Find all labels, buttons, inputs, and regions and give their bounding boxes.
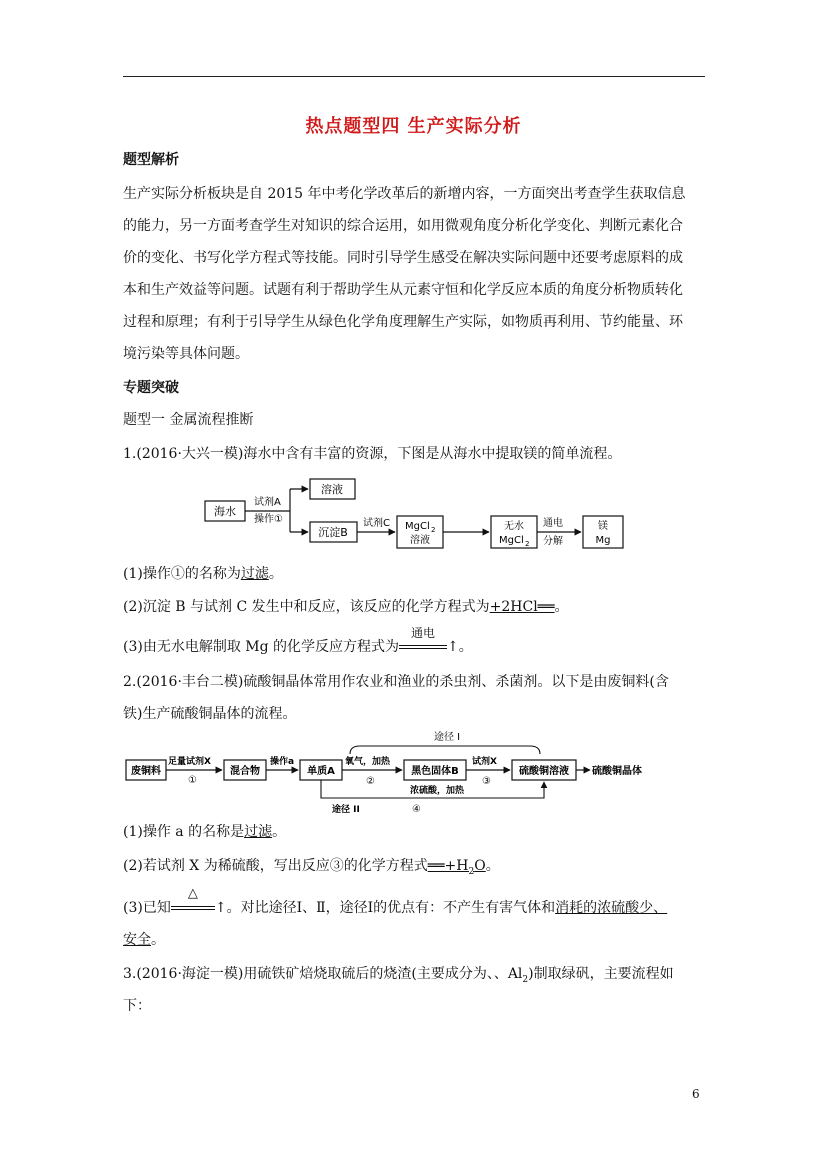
q2-box-element-a: 单质A xyxy=(307,766,335,777)
q2-part3-condition-arrow xyxy=(171,886,215,915)
intro-line-2: 的能力，另一方面考查学生对知识的综合运用，如用微观角度分析化学变化、判断元素化合 xyxy=(123,218,683,234)
q1-box-anhydrous-l2: MgCl xyxy=(499,535,524,546)
q3-stem-line-2: 下： xyxy=(123,998,151,1014)
q2-label-op-a: 操作a xyxy=(270,757,295,767)
q1-part3-condition: 通电 xyxy=(411,626,436,640)
q1-box-mg-l1: 镁 xyxy=(598,521,608,532)
q2-part1: (1)操作 a 的名称是过滤。 xyxy=(123,824,287,840)
q2-label-excess-x: 足量试剂X xyxy=(168,757,211,767)
q2-label-crystal: 硫酸铜晶体 xyxy=(592,766,642,777)
q1-label-elec-2: 分解 xyxy=(543,536,563,547)
q2-box-cuso4-solution: 硫酸铜溶液 xyxy=(519,766,569,777)
q2-part3-answer-2: 安全 xyxy=(123,932,151,948)
q1-part1: (1)操作①的名称为过滤。 xyxy=(123,566,283,582)
intro-line-3: 价的变化、书写化学方程式等技能。同时引导学生感受在解决实际问题中还要考虑原料的成 xyxy=(123,250,683,266)
intro-line-4: 本和生产效益等问题。试题有利于帮助学生从元素守恒和化学反应本质的角度分析物质转化 xyxy=(123,282,683,298)
q2-label-step4: ④ xyxy=(412,804,421,815)
q2-label-step3: ③ xyxy=(482,776,491,787)
q2-part2-answer: $══+H_2O$ xyxy=(427,858,486,877)
q2-part3-answer-1: 消耗的浓硫酸少、 xyxy=(555,900,668,916)
q1-box-mg-l2: Mg xyxy=(595,535,611,546)
q2-stem-line-2: 铁)生产硫酸铜晶体的流程。 xyxy=(123,706,297,722)
page-title: 热点题型四 生产实际分析 xyxy=(305,116,522,137)
q2-part3-line1: (3)已知 △ ↑。对比途径Ⅰ、Ⅱ，途径Ⅰ的优点有：不产生有害气体和消耗的浓硫酸少、 xyxy=(123,886,668,916)
q2-label-oxy-heat: 氧气，加热 xyxy=(345,757,391,767)
q1-label-op1: 操作① xyxy=(254,514,283,525)
q1-part3-condition-arrow xyxy=(399,626,447,654)
q2-box-black-b: 黑色固体B xyxy=(411,766,459,777)
q2-label-reagent-x: 试剂X xyxy=(472,757,497,767)
q1-flow-diagram xyxy=(195,474,635,560)
q1-box-seawater: 海水 xyxy=(214,505,236,518)
q1-box-solution: 溶液 xyxy=(321,483,343,496)
q2-part3-line2: 安全。 xyxy=(123,932,165,948)
q1-label-reagent-a: 试剂A xyxy=(254,497,281,508)
q2-box-mixture: 混合物 xyxy=(230,766,260,777)
q2-label-route1: 途径 I xyxy=(434,732,461,743)
q1-box-mgcl2-l1: MgCl xyxy=(405,521,430,532)
q1-part3: (3)由无水电解制取 Mg 的化学反应方程式为 通电 ↑。 xyxy=(123,637,473,657)
q1-box-mgcl2-l2: 溶液 xyxy=(410,535,430,546)
q3-stem-line-1: 3.(2016·海淀一模)用硫铁矿焙烧取硫后的烧渣(主要成分为、、$Al_2$)制取绿矾，主要流程如 xyxy=(123,966,674,985)
q2-label-route2: 途径 II xyxy=(332,805,360,815)
q1-box-mgcl2-sub: 2 xyxy=(431,526,436,534)
q2-label-conc: 浓硫酸，加热 xyxy=(410,786,465,796)
q1-box-anhydrous-l1: 无水 xyxy=(504,521,524,532)
q1-part1-answer: 过滤 xyxy=(240,566,269,582)
q2-label-step1: ① xyxy=(188,775,197,786)
section-heading-breakthrough: 专题突破 xyxy=(123,380,179,396)
intro-line-6: 境污染等具体问题。 xyxy=(123,346,249,362)
subsection-heading: 题型一 金属流程推断 xyxy=(123,412,254,428)
q1-part2-answer: +2HCl══ xyxy=(489,599,555,615)
q1-box-anhydrous-sub: 2 xyxy=(525,540,530,548)
q1-part2: (2)沉淀 B 与试剂 C 发生中和反应，该反应的化学方程式为+2HCl══。 xyxy=(123,599,569,615)
q2-box-scrap: 废铜料 xyxy=(131,766,161,777)
q1-stem: 1.(2016·大兴一模)海水中含有丰富的资源，下图是从海水中提取镁的简单流程。 xyxy=(123,446,622,462)
q2-flow-diagram xyxy=(120,726,700,822)
intro-line-5: 过程和原理；有利于引导学生从绿色化学角度理解生产实际，如物质再利用、节约能量、环 xyxy=(123,314,683,330)
section-heading-analysis: 题型解析 xyxy=(123,152,179,168)
q2-part3-condition: △ xyxy=(187,886,198,901)
q2-label-step2: ② xyxy=(366,776,375,787)
q1-label-reagent-c: 试剂C xyxy=(363,518,390,529)
q2-stem-line-1: 2.(2016·丰台二模)硫酸铜晶体常用作农业和渔业的杀虫剂、杀菌剂。以下是由废铜料(含 xyxy=(123,674,669,690)
header-rule xyxy=(123,76,705,77)
q2-part1-answer: 过滤 xyxy=(244,824,273,840)
q1-box-precip-b: 沉淀B xyxy=(318,526,348,539)
q1-label-elec-1: 通电 xyxy=(543,518,563,529)
page-number: 6 xyxy=(692,1087,700,1101)
q2-part2: (2)若试剂 X 为稀硫酸，写出反应③的化学方程式$══+H_2O$。 xyxy=(123,858,500,877)
intro-line-1: 生产实际分析板块是自 2015 年中考化学改革后的新增内容，一方面突出考查学生获取信息 xyxy=(123,186,686,202)
